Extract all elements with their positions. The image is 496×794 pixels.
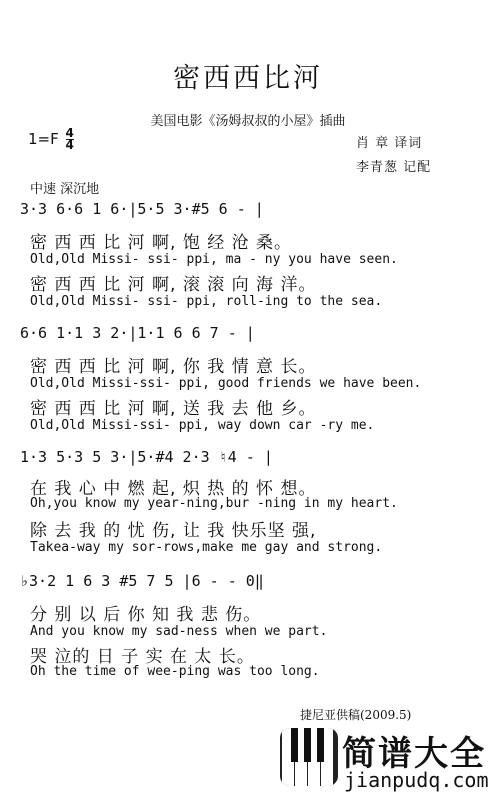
time-bottom: 4 (65, 138, 74, 152)
logo-brand-text: 简谱大全 (342, 734, 486, 774)
logo-url-text: jianpudq.com (344, 768, 489, 792)
time-top: 4 (65, 126, 74, 140)
lyric-en-4b: Oh the time of wee-ping was too long. (30, 664, 320, 679)
notation-line-3: 1·3 5·3 5 3·|5·#4 2·3 ♮4 - | (20, 448, 273, 466)
lyric-en-2b: Old,Old Missi-ssi- ppi, way down car -ry me. (30, 418, 375, 433)
lyric-zh-3a: 在 我 心 中 燃 起, 炽 热 的 怀 想。 (30, 479, 317, 499)
time-signature (66, 128, 74, 151)
source-credit: 捷尼亚供稿(2009.5) (300, 708, 412, 722)
lyric-en-4a: And you know my sad-ness when we part. (30, 624, 328, 639)
lyricist-credit: 肖 章 译词 (356, 136, 423, 151)
lyric-zh-2b: 密 西 西 比 河 啊, 送 我 去 他 乡。 (30, 399, 317, 419)
lyric-zh-3b: 除 去 我 的 忧 伤, 让 我 快乐坚 强, (30, 521, 317, 541)
lyric-en-3a: Oh,you know my year-ning,bur -ning in my heart. (30, 496, 398, 511)
tempo-marking: 中速 深沉地 (30, 182, 100, 197)
lyric-zh-1a: 密 西 西 比 河 啊, 饱 经 沧 桑。 (30, 233, 293, 253)
lyric-en-1b: Old,Old Missi- ssi- ppi, roll-ing to the sea. (30, 294, 383, 309)
song-subtitle: 美国电影《汤姆叔叔的小屋》插曲 (150, 114, 346, 129)
lyric-en-1a: Old,Old Missi- ssi- ppi, ma - ny you have seen. (30, 252, 398, 267)
piano-keys-icon (280, 728, 338, 786)
lyric-en-3b: Takea-way my sor-rows,make me gay and strong. (30, 540, 383, 555)
notation-line-2: 6·6 1·1 3 2·|1·1 6 6 7 - | (20, 324, 255, 342)
notation-line-4: ♭3·2 1 6 3 #5 7 5 |6 - - 0‖ (20, 572, 264, 590)
lyric-zh-4b: 哭 泣的 日 子 实 在 太 长。 (30, 647, 255, 667)
key-label: 1=F (28, 130, 59, 148)
lyric-zh-1b: 密 西 西 比 河 啊, 滚 滚 向 海 洋。 (30, 275, 317, 295)
lyric-zh-2a: 密 西 西 比 河 啊, 你 我 情 意 长。 (30, 357, 317, 377)
transcriber-credit: 李青葱 记配 (356, 160, 432, 175)
song-title: 密西西比河 (173, 63, 323, 94)
lyric-zh-4a: 分 别 以 后 你 知 我 悲 伤。 (30, 605, 262, 625)
key-signature (28, 128, 74, 151)
notation-line-1: 3·3 6·6 1 6·|5·5 3·#5 6 - | (20, 200, 264, 218)
site-logo[interactable] (272, 724, 496, 794)
lyric-en-2a: Old,Old Missi-ssi- ppi, good friends we have been. (30, 376, 422, 391)
